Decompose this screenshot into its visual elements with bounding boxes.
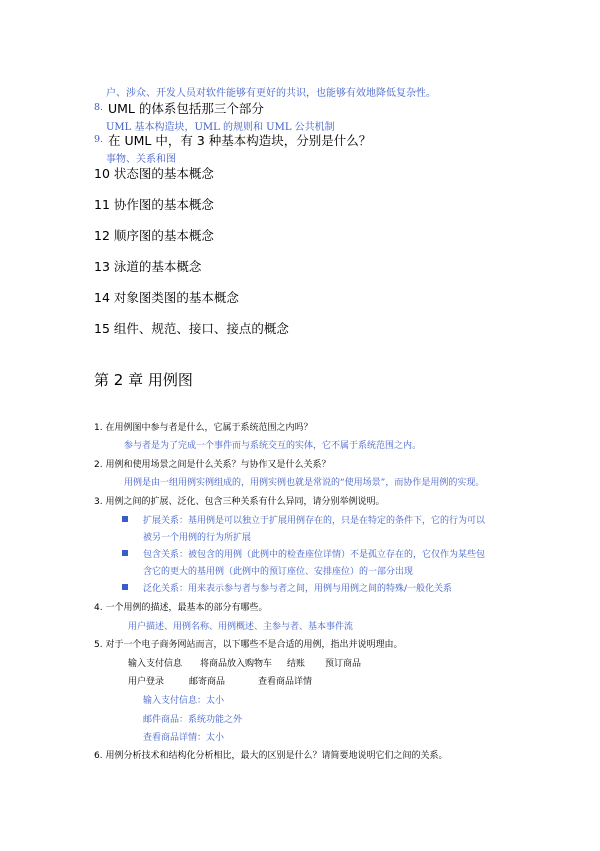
option-item: 邮寄商品 (189, 677, 226, 687)
option-item: 预订商品 (325, 659, 362, 669)
question-8-number: 8. (94, 102, 104, 113)
heading-11: 11 协作图的基本概念 (94, 197, 214, 212)
question-5-text: 5. 对于一个电子商务网站而言，以下哪些不是合适的用例，指出并说明理由。 (94, 640, 403, 650)
heading-13: 13 泳道的基本概念 (94, 259, 202, 274)
question-4-answer: 用户描述、用例名称、用例概述、主参与者、基本事件流 (128, 622, 354, 632)
option-item: 查看商品详情 (258, 677, 313, 687)
question-8-text: UML 的体系包括那三个部分 (108, 101, 264, 116)
question-2-text: 2. 用例和使用场景之间是什么关系？与协作又是什么关系？ (94, 460, 331, 470)
heading-15: 15 组件、规范、接口、接点的概念 (94, 321, 289, 336)
answer-item: 邮件商品：系统功能之外 (143, 715, 243, 725)
heading-12: 12 顺序图的基本概念 (94, 228, 214, 243)
bullet-icon (122, 516, 128, 522)
heading-14: 14 对象图类图的基本概念 (94, 290, 239, 305)
bullet-icon (122, 584, 128, 590)
option-item: 结账 (287, 659, 306, 669)
question-9-text: 在 UML 中，有 3 种基本构造块，分别是什么？ (108, 133, 372, 148)
heading-10: 10 状态图的基本概念 (94, 166, 214, 181)
question-2-answer: 用例是由一组用例实例组成的，用例实例也就是常说的“使用场景”，而协作是用例的实现。 (124, 478, 485, 488)
answer-item: 输入支付信息：太小 (143, 696, 225, 706)
extend-relation-line-1: 扩展关系：基用例是可以独立于扩展用例存在的，只是在特定的条件下，它的行为可以 (143, 516, 486, 526)
question-9-number: 9. (94, 134, 104, 145)
question-3-text: 3. 用例之间的扩展、泛化、包含三种关系有什么异同，请分别举例说明。 (94, 497, 385, 507)
answer-item: 查看商品详情：太小 (143, 733, 225, 743)
include-relation-line-1: 包含关系：被包含的用例（此例中的检查座位详情）不是孤立存在的，它仅作为某些包 (143, 550, 486, 560)
continued-answer-text: 户、涉众、开发人员对软件能够有更好的共识，也能够有效地降低复杂性。 (106, 88, 436, 99)
option-item: 输入支付信息 (128, 659, 183, 669)
option-item: 将商品放入购物车 (200, 659, 273, 669)
bullet-icon (122, 550, 128, 556)
extend-relation-line-2: 被另一个用例的行为所扩展 (143, 533, 252, 543)
question-1-text: 1. 在用例图中参与者是什么，它属于系统范围之内吗？ (94, 423, 313, 433)
chapter-title: 第 2 章 用例图 (94, 371, 193, 389)
include-relation-line-2: 含它的更大的基用例（此例中的预订座位、安排座位）的一部分出现 (143, 567, 414, 577)
question-6-text: 6. 用例分析技术和结构化分析相比，最大的区别是什么？请简要地说明它们之间的关系。 (94, 751, 448, 761)
generalization-relation: 泛化关系：用来表示参与者与参与者之间，用例与用例之间的特殊/一般化关系 (143, 584, 453, 594)
question-8-answer: UML 基本构造块，UML 的规则和 UML 公共机制 (106, 122, 335, 133)
question-9-answer: 事物、关系和图 (106, 154, 176, 165)
question-1-answer: 参与者是为了完成一个事件而与系统交互的实体，它不属于系统范围之内。 (124, 441, 422, 451)
question-4-text: 4. 一个用例的描述，最基本的部分有哪些。 (94, 603, 268, 613)
option-item: 用户登录 (128, 677, 165, 687)
